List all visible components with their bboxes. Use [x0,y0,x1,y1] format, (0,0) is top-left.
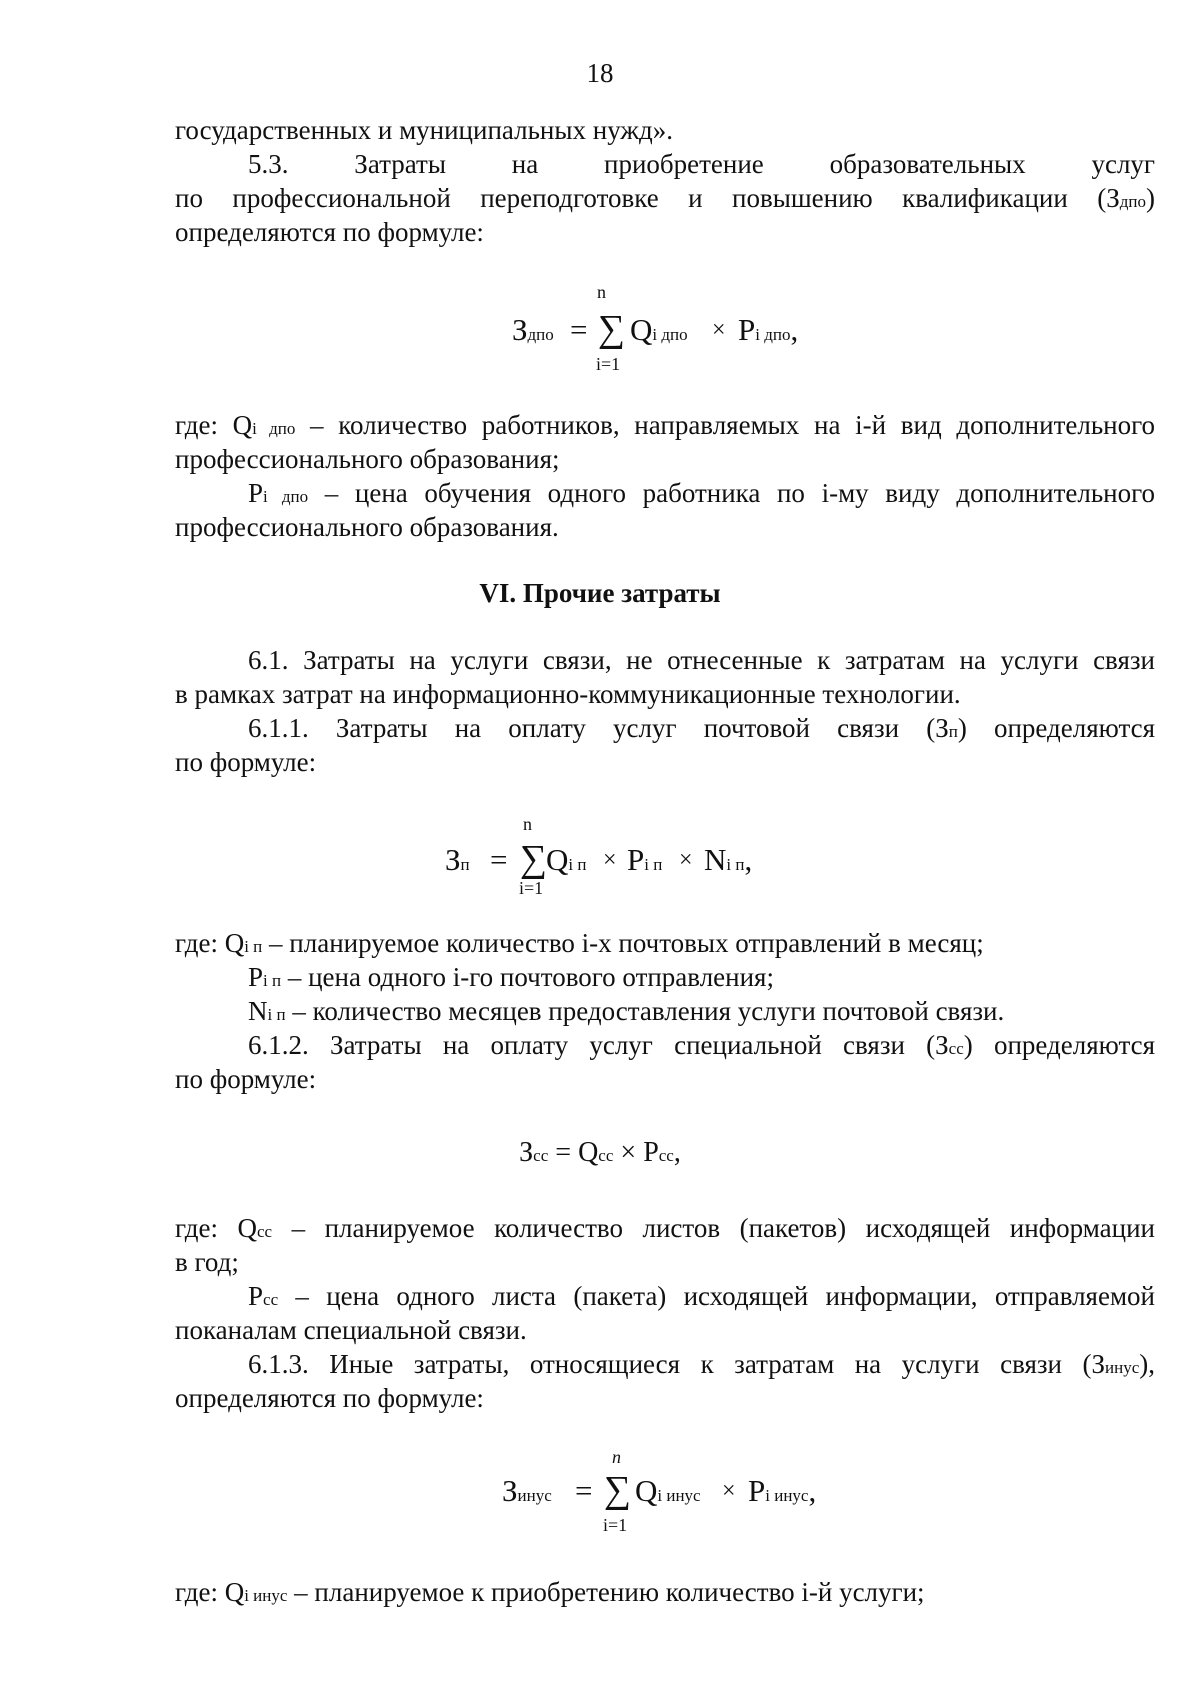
text-run: 6.1.1. Затраты на оплату услуг почтовой связи (З [248,713,949,743]
paragraph-line [248,1028,1155,1066]
symbol: P [627,842,645,877]
paragraph-line: в год; [175,1247,239,1277]
formula-lhs [445,840,470,885]
subscript: дпо [527,325,554,344]
sum-lower-limit: i=1 [596,354,621,374]
formula-term [546,840,586,885]
formula-term [635,1471,701,1516]
paragraph-line [248,1347,1155,1385]
subscript: сс [263,1290,279,1309]
text-run: P [248,1281,264,1311]
formula-term [704,840,752,885]
text-run: где: Q [175,928,245,958]
subscript: i п [267,1005,286,1024]
times-sign: × [712,317,726,343]
subscript: п [948,722,958,741]
symbol: P [748,1473,766,1508]
text-run: ) [1146,183,1155,213]
subscript: сс [598,1146,614,1165]
paragraph-line [248,994,1155,1032]
subscript: п [460,855,470,874]
symbol: З [512,312,528,347]
subscript: i дпо [263,487,309,506]
subscript: i дпо [252,419,296,438]
text-run: N [248,996,268,1026]
subscript: i инус [657,1486,701,1505]
text-run: – цена одного листа (пакета) исходящей информации, отправляемой [278,1281,1155,1311]
times-sign: × [603,847,617,873]
sum-sign: ∑ [598,308,626,350]
text-run: – планируемое к приобретению количество i-й услуги; [287,1577,925,1607]
text-run: где: Q [175,1577,245,1607]
symbol: P [738,312,756,347]
subscript: i п [644,855,663,874]
symbol: З [502,1473,518,1508]
subscript: i п [726,855,745,874]
symbol: , [790,312,799,347]
paragraph-line: определяются по формуле: [175,217,484,247]
text-run: – планируемое количество листов (пакетов) исходящей информации [272,1213,1155,1243]
paragraph-line: 5.3. Затраты на приобретение образовательных услуг [248,149,1155,179]
paragraph-line: по формуле: [175,747,317,777]
text-run: по профессиональной переподготовке и повышению квалификации (З [175,183,1120,213]
sum-sign: ∑ [520,838,548,880]
paragraph-line [175,1575,1155,1613]
equals-sign: = [490,842,508,877]
subscript: дпо [1119,192,1146,211]
text-run: ) определяются [963,1030,1156,1060]
paragraph-line: определяются по формуле: [175,1383,484,1413]
equals-sign: = [575,1473,593,1508]
text-run: 6.1.2. Затраты на оплату услуг специальной связи (З [248,1030,949,1060]
text-run: – количество месяцев предоставления услуги почтовой связи. [285,996,1005,1026]
paragraph-line: профессионального образования. [175,512,559,542]
subscript: i дпо [755,325,791,344]
subscript: сс [533,1146,549,1165]
paragraph-line [248,1279,1155,1317]
subscript: i инус [765,1486,809,1505]
text-run: – цена одного i-го почтового отправления; [281,962,774,992]
symbol: N [704,842,727,877]
formula-term [627,840,662,885]
symbol: З [519,1137,534,1168]
text-run: – цена обучения одного работника по i-му виду дополнительного [308,478,1155,508]
text-run: 6.1.3. Иные затраты, относящиеся к затратам на услуги связи (З [248,1349,1105,1379]
paragraph-line: 6.1. Затраты на услуги связи, не отнесенные к затратам на услуги связи [248,645,1155,675]
formula-lhs [502,1471,552,1516]
subscript: сс [256,1222,273,1241]
section-heading: VI. Прочие затраты [479,578,721,608]
symbol: , [808,1473,817,1508]
sum-upper-limit: n [612,1447,621,1467]
paragraph-line: в рамках затрат на информационно-коммуникационные технологии. [175,679,961,709]
equals-sign: = [570,312,588,347]
text-run: – планируемое количество i-х почтовых отправлений в месяц; [262,928,984,958]
text-run: – количество работников, направляемых на i-й вид дополнительного [295,410,1155,440]
text-run: P [248,962,264,992]
paragraph-line: поканалам специальной связи. [175,1315,527,1345]
subscript: i п [263,971,282,990]
times-sign: × [679,847,693,873]
sum-upper-limit: n [523,814,532,834]
sum-lower-limit: i=1 [603,1515,628,1535]
paragraph-line: по формуле: [175,1064,317,1094]
subscript: сс [658,1146,674,1165]
sum-lower-limit: i=1 [519,878,544,898]
paragraph-line [175,1211,1155,1249]
symbol: Q [578,1137,599,1168]
times-sign: × [722,1478,736,1504]
times-sign: × [620,1137,637,1168]
formula-line [0,1134,1200,1175]
text-run: ) определяются [957,713,1155,743]
page-number: 18 [586,58,614,88]
subscript: инус [1105,1358,1140,1377]
text-run: где: Q [175,1213,257,1243]
symbol: Q [546,842,569,877]
sum-sign: ∑ [604,1469,632,1511]
formula-term [738,310,798,355]
symbol: Q [630,312,653,347]
subscript: i п [568,855,587,874]
text-run: ), [1139,1349,1155,1379]
paragraph-line [248,476,1155,514]
text-run: P [248,478,264,508]
symbol: З [445,842,461,877]
paragraph-line [248,960,1155,998]
formula-lhs [512,310,554,355]
formula-term [748,1471,816,1516]
symbol: Q [635,1473,658,1508]
paragraph-line [175,408,1155,446]
symbol: P [643,1137,659,1168]
subscript: инус [517,1486,552,1505]
paragraph-line: государственных и муниципальных нужд». [175,115,673,145]
formula-term [630,310,688,355]
subscript: сс [948,1039,964,1058]
paragraph-line [248,711,1155,749]
subscript: i инус [244,1586,288,1605]
sum-upper-limit: n [597,282,606,302]
symbol: , [673,1137,681,1168]
text-run: где: Q [175,410,253,440]
paragraph-line: профессионального образования; [175,444,560,474]
paragraph-line [175,181,1155,219]
subscript: i п [244,937,263,956]
subscript: i дпо [652,325,688,344]
symbol: , [744,842,753,877]
equals-sign: = [555,1137,572,1168]
paragraph-line [175,926,1155,964]
